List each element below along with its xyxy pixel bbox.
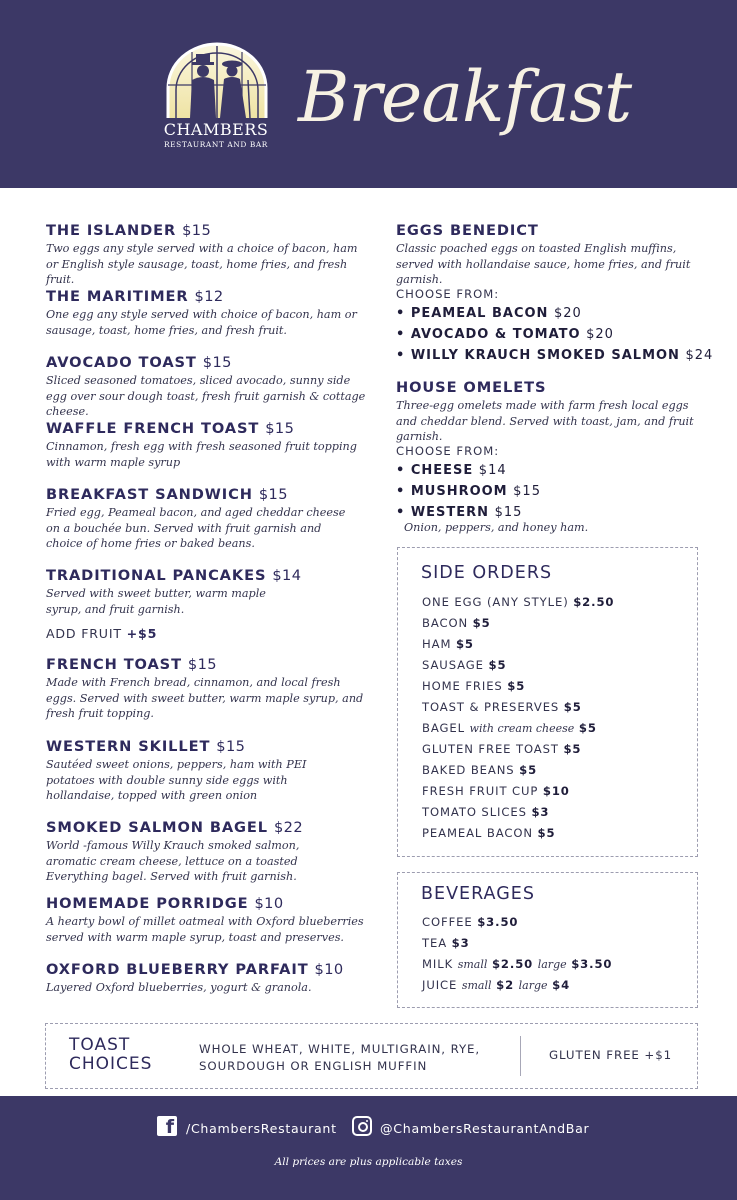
item-name: FRENCH TOAST: [46, 656, 182, 673]
side-price: $5: [537, 826, 556, 840]
side-price: $5: [563, 700, 582, 714]
side-price: $5: [472, 616, 491, 630]
beverage-price: $3.50: [477, 915, 519, 929]
divider: [520, 1036, 521, 1076]
menu-item: [46, 738, 346, 804]
instagram-link[interactable]: @ChambersRestaurantAndBar: [380, 1121, 590, 1136]
item-price: $10: [254, 895, 284, 912]
tax-note: All prices are plus applicable taxes: [274, 1156, 463, 1168]
size-label: small: [457, 958, 488, 971]
item-description: Sliced seasoned tomatoes, sliced avocado, sunny side egg over sour dough toast, fresh fruit garnish & cottage cheese.: [46, 374, 366, 418]
facebook-icon[interactable]: f: [157, 1116, 177, 1136]
header-banner: [0, 0, 737, 188]
toast-choices-label: [69, 1036, 152, 1074]
toast-options-line: WHOLE WHEAT, WHITE, MULTIGRAIN, RYE,: [199, 1042, 481, 1056]
item-description: Two eggs any style served with a choice of bacon, ham or English style sausage, toast, home fries, and fresh fruit.: [46, 242, 358, 286]
side-price: $5: [507, 679, 526, 693]
side-order-row: [422, 826, 555, 840]
side-label: BAKED BEANS: [422, 763, 515, 777]
option-price: $24: [685, 348, 714, 363]
omelet-option: [396, 484, 541, 499]
option-name: • WESTERN: [396, 505, 490, 520]
option-price: $14: [478, 463, 507, 478]
beverages-box: [397, 872, 698, 1008]
menu-item: [46, 895, 366, 945]
side-price: $5: [455, 637, 474, 651]
choose-from-label: CHOOSE FROM:: [396, 287, 500, 301]
toast-label-line: CHOICES: [69, 1054, 153, 1074]
item-description: World -famous Willy Krauch smoked salmon, aromatic cream cheese, lettuce on a toasted Everything bagel. Served with fruit garnish.: [46, 839, 300, 883]
side-label: TOAST & PRESERVES: [422, 700, 560, 714]
beverage-label: JUICE: [422, 978, 458, 992]
side-price: $5: [488, 658, 507, 672]
facebook-link[interactable]: /ChambersRestaurant: [186, 1121, 337, 1136]
item-name: EGGS BENEDICT: [396, 222, 539, 239]
item-name: TRADITIONAL PANCAKES: [46, 567, 267, 584]
beverage-row: [422, 957, 612, 971]
side-price: $5: [563, 742, 582, 756]
side-label: PEAMEAL BACON: [422, 826, 533, 840]
option-name: • CHEESE: [396, 463, 474, 478]
item-name: OXFORD BLUEBERRY PARFAIT: [46, 961, 309, 978]
item-name: HOUSE OMELETS: [396, 379, 547, 396]
item-name: AVOCADO TOAST: [46, 354, 197, 371]
side-price: $2.50: [573, 595, 615, 609]
menu-item: [46, 961, 366, 996]
western-note: Onion, peppers, and honey ham.: [404, 521, 589, 534]
option-name: • WILLY KRAUCH SMOKED SALMON: [396, 348, 680, 363]
house-omelets: [396, 379, 701, 445]
menu-item: [46, 222, 366, 288]
item-description: Made with French bread, cinnamon, and local fresh eggs. Served with sweet butter, warm maple syrup, and fresh fruit topping.: [46, 676, 364, 720]
item-price: $15: [258, 486, 288, 503]
side-orders-box: [397, 547, 698, 857]
side-order-row: [422, 805, 549, 819]
item-name: WAFFLE FRENCH TOAST: [46, 420, 260, 437]
side-note: with cream cheese: [469, 722, 575, 735]
item-description: Sautéed sweet onions, peppers, ham with PEI potatoes with double sunny side eggs with hollandaise, topped with green onion: [46, 758, 307, 802]
item-name: WESTERN SKILLET: [46, 738, 211, 755]
beverage-label: MILK: [422, 957, 454, 971]
benedict-option: [396, 306, 582, 321]
side-order-row: [422, 616, 491, 630]
side-label: BACON: [422, 616, 469, 630]
item-description: Three-egg omelets made with farm fresh local eggs and cheddar blend. Served with toast, jam, and fruit garnish.: [396, 399, 694, 443]
side-price: $3: [531, 805, 550, 819]
side-label: SAUSAGE: [422, 658, 484, 672]
omelet-option: [396, 505, 522, 520]
option-name: • AVOCADO & TOMATO: [396, 327, 581, 342]
side-order-row: [422, 679, 525, 693]
side-price: $10: [542, 784, 570, 798]
item-price: $22: [274, 819, 304, 836]
item-price: $14: [272, 567, 302, 584]
size-label: small: [461, 979, 492, 992]
eggs-benedict: [396, 222, 701, 288]
toast-label-line: TOAST: [69, 1035, 131, 1055]
benedict-option: [396, 327, 614, 342]
logo-subtitle: RESTAURANT AND BAR: [164, 140, 268, 149]
side-label: GLUTEN FREE TOAST: [422, 742, 559, 756]
side-order-row: [422, 763, 537, 777]
item-name: THE MARITIMER: [46, 288, 189, 305]
item-description: Classic poached eggs on toasted English muffins, served with hollandaise sauce, home fries, and fruit garnish.: [396, 242, 691, 286]
menu-item: [46, 420, 366, 470]
beverage-price: $3: [451, 936, 470, 950]
item-name: THE ISLANDER: [46, 222, 177, 239]
beverage-row: [422, 936, 470, 950]
side-label: ONE EGG (ANY STYLE): [422, 595, 569, 609]
option-price: $15: [494, 505, 523, 520]
item-name: BREAKFAST SANDWICH: [46, 486, 253, 503]
addon-price: +$5: [126, 626, 158, 641]
menu-item: [46, 567, 301, 617]
item-price: $15: [216, 738, 246, 755]
item-description: Served with sweet butter, warm maple syrup, and fruit garnish.: [46, 587, 266, 616]
addon-label: ADD FRUIT: [46, 626, 122, 641]
item-price: $10: [314, 961, 344, 978]
footer: [0, 1096, 737, 1200]
size-label: large: [537, 958, 567, 971]
item-price: $15: [265, 420, 295, 437]
option-name: • MUSHROOM: [396, 484, 508, 499]
beverage-price: $2: [496, 978, 515, 992]
menu-item: [46, 486, 346, 552]
side-label: HAM: [422, 637, 452, 651]
beverage-row: [422, 915, 518, 929]
beverage-price: $2.50: [491, 957, 534, 971]
item-price: $15: [182, 222, 212, 239]
side-order-row: [422, 742, 581, 756]
option-price: $20: [553, 306, 582, 321]
menu-item: [46, 656, 366, 722]
option-price: $15: [513, 484, 541, 499]
benedict-option: [396, 348, 713, 363]
page-title: Breakfast: [298, 56, 632, 138]
beverages-title: BEVERAGES: [421, 884, 535, 904]
side-orders-title: SIDE ORDERS: [421, 563, 553, 583]
side-order-row: [422, 658, 506, 672]
side-label: BAGEL: [422, 721, 465, 735]
toast-options-line: SOURDOUGH OR ENGLISH MUFFIN: [199, 1059, 428, 1073]
side-order-row: [422, 595, 614, 609]
item-description: One egg any style served with choice of bacon, ham or sausage, toast, home fries, and fresh fruit.: [46, 308, 357, 337]
side-price: $5: [578, 721, 597, 735]
beverage-label: COFFEE: [422, 915, 473, 929]
side-label: HOME FRIES: [422, 679, 503, 693]
omelet-option: [396, 463, 507, 478]
beverage-row: [422, 978, 570, 992]
side-price: $5: [519, 763, 538, 777]
gluten-free-note: GLUTEN FREE +$1: [549, 1048, 673, 1062]
item-price: $15: [202, 354, 232, 371]
item-description: Layered Oxford blueberries, yogurt & granola.: [46, 981, 312, 994]
item-price: $12: [194, 288, 224, 305]
beverage-label: TEA: [422, 936, 448, 950]
item-description: Fried egg, Peameal bacon, and aged cheddar cheese on a bouchée bun. Served with fruit garnish and choice of home fries or baked beans.: [46, 506, 346, 550]
beverage-price: $3.50: [571, 957, 613, 971]
side-label: FRESH FRUIT CUP: [422, 784, 539, 798]
item-description: Cinnamon, fresh egg with fresh seasoned fruit topping with warm maple syrup: [46, 440, 357, 469]
item-name: SMOKED SALMON BAGEL: [46, 819, 269, 836]
instagram-icon[interactable]: [352, 1116, 372, 1136]
choose-from-label: CHOOSE FROM:: [396, 444, 500, 458]
side-order-row: [422, 637, 474, 651]
option-name: • PEAMEAL BACON: [396, 306, 549, 321]
pancake-addon: [46, 626, 157, 641]
side-order-row: [422, 700, 582, 714]
item-price: $15: [187, 656, 217, 673]
logo-name: CHAMBERS: [163, 120, 269, 139]
side-order-row: [422, 784, 570, 798]
toast-choices-box: [45, 1023, 698, 1089]
toast-options: [199, 1041, 480, 1075]
side-order-row: [422, 721, 597, 735]
menu-item: [46, 819, 346, 885]
item-name: HOMEMADE PORRIDGE: [46, 895, 249, 912]
option-price: $20: [586, 327, 614, 342]
menu-item: [46, 354, 366, 420]
side-label: TOMATO SLICES: [422, 805, 527, 819]
beverage-price: $4: [552, 978, 571, 992]
menu-item: [46, 288, 366, 338]
item-description: A hearty bowl of millet oatmeal with Oxford blueberries served with warm maple syrup, toast and preserves.: [46, 915, 364, 944]
size-label: large: [518, 979, 548, 992]
